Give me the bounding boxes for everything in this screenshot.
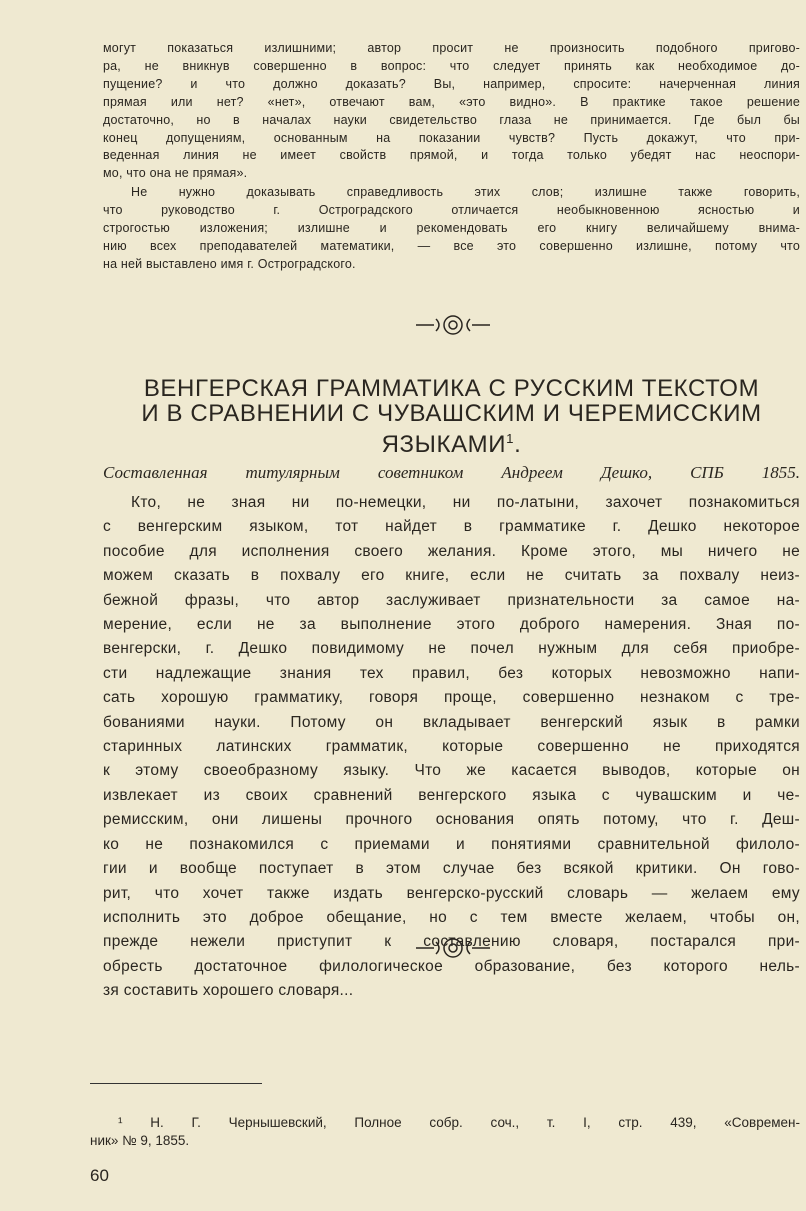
ornament-divider-icon [408,936,498,960]
text-line: ра, не вникнув совершенно в вопрос: что следует принять как необходимое до- [103,58,800,73]
text-line: Не нужно доказывать справедливость этих слов; излишне также говорить, [131,185,800,199]
text-line: старинных латинских грамматик, которые совершенно не приходятся [103,738,800,756]
text-line: ¹ Н. Г. Чернышевский, Полное собр. соч., т. I, стр. 439, «Современ- [118,1115,800,1130]
page-number: 60 [90,1166,109,1185]
text-line: мо, что она не прямая». [103,166,248,181]
text-line: обресть достаточное филологическое образование, без которого нель- [103,957,800,975]
text-line: на ней выставлено имя г. Остроградского. [103,256,356,271]
text-line: прямая или нет? «нет», отвечают вам, «это видно». В практике такое решение [103,94,800,109]
text-line: бованиями науки. Потому он вкладывает венгерский язык в рамки [103,713,800,731]
text-line: мерение, если не за выполнение этого доброго намерения. Зная по- [103,616,800,634]
title-line: ВЕНГЕРСКАЯ ГРАММАТИКА С РУССКИМ ТЕКСТОМ [143,375,760,402]
article-title [103,376,800,457]
article-body [103,491,800,1004]
text-line: веденная линия не имеет свойств прямой, и тогда только убедят нас неоспори- [103,148,800,163]
text-line: сать хорошую грамматику, говоря проще, совершенно незнаком с тре- [103,689,800,707]
text-line: могут показаться излишними; автор просит не произносить подобного пригово- [103,41,800,55]
text-line: нию всех преподавателей математики, — все это совершенно излишне, потому что [103,238,800,253]
footnote-rule [90,1083,262,1084]
footnote [90,1114,800,1150]
text-line: ник» № 9, 1855. [90,1133,190,1148]
footnote-marker: 1 [506,431,515,446]
article-subtitle: Составленная титулярным советником Андреем Дешко, СПБ 1855. [103,463,800,482]
text-line: сти надлежащие знания тех правил, без которых невозможно напи- [103,664,800,682]
text-line: можем сказать в похвалу его книге, если не считать за похвалу неиз- [103,567,800,585]
text-line: ремисским, они лишены прочного основания опять потому, что г. Деш- [103,811,800,829]
text-line: гии и вообще поступает в этом случае без всякой критики. Он гово- [103,860,800,878]
text-line: бежной фразы, что автор заслуживает признательности за самое на- [103,591,800,609]
title-line: И В СРАВНЕНИИ С ЧУВАШСКИМ И ЧЕРЕМИССКИМ [141,400,762,427]
text-line: зя составить хорошего словаря... [103,982,354,1000]
text-line: прежде нежели приступит к составлению словаря, постарался при- [103,933,800,951]
text-line: с венгерским языком, тот найдет в грамматике г. Дешко некоторое [103,518,800,536]
text-line: исполнить это доброе обещание, но с тем вместе желаем, чтобы он, [103,908,800,926]
text-line: венгерски, г. Дешко повидимому не почел нужным для себя приобре- [103,640,800,658]
ornament-divider-icon [408,313,498,337]
title-line: ЯЗЫКАМИ [381,431,507,458]
text-line: рит, что хочет также издать венгерско-русский словарь — желаем ему [103,884,800,902]
text-line: пособие для исполнения своего желания. Кроме этого, мы ничего не [103,542,800,560]
text-line: ко не познакомился с приемами и понятиями сравнительной филоло- [103,835,800,853]
text-line: конец допущениям, основанным на показании чувств? Пусть докажут, что при- [103,130,800,145]
text-line: к этому своеобразному языку. Что же касается выводов, которые он [103,762,800,780]
text-line: извлекает из своих сравнений венгерского языка с чувашским и че- [103,786,800,804]
text-line: Кто, не зная ни по-немецки, ни по-латыни, захочет познакомиться [131,494,800,511]
top-paragraph [103,40,800,183]
text-line: строгостью изложения; излишне и рекомендовать его книгу величайшему внима- [103,220,800,235]
second-paragraph [103,184,800,274]
text-line: пущение? и что должно доказать? Вы, например, спросите: начерченная линия [103,76,800,91]
text-line: достаточно, но в началах науки свидетельство глаза не принимается. Где был бы [103,112,800,127]
text-line: что руководство г. Остроградского отличается необыкновенною ясностью и [103,202,800,217]
title-punctuation: . [514,431,522,458]
